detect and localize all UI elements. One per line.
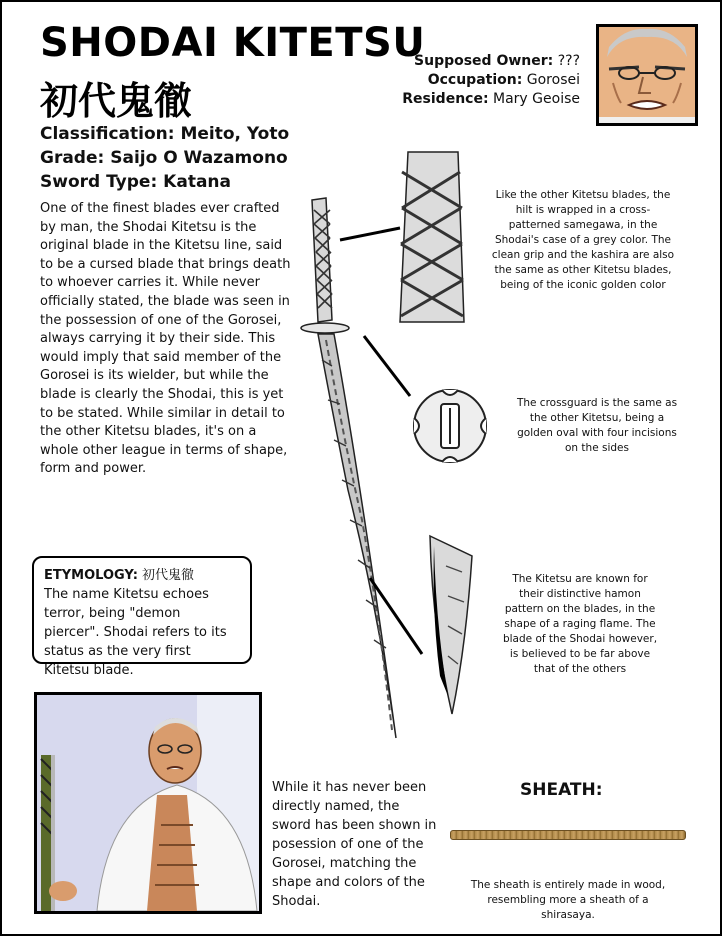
classification: Classification: Meito, Yoto xyxy=(40,124,290,144)
owner-value: ??? xyxy=(557,53,580,69)
grade: Grade: Saijo O Wazamono xyxy=(40,148,288,168)
sheath-title: SHEATH: xyxy=(520,780,603,800)
page xyxy=(2,2,720,934)
gorosei-figure-icon xyxy=(37,695,259,911)
description: One of the finest blades ever crafted by man, the Shodai Kitetsu is the original blade in the Kitetsu line, said to be a cursed blade that brings death to whoever carries it. While never officially stated, the blade was seen in the possession of one of the Gorosei, always carrying it by their side. This would imply that said member of the Gorosei is its wielder, but while the blade is clearly the Shodai, this is yet to be stated. While similar in detail to the other Kitetsu blades, it's on a whole other league in terms of shape, form and power. xyxy=(40,201,291,477)
occupation-label: Occupation: xyxy=(427,72,523,88)
guard-note: The crossguard is the same as the other Kitetsu, being a golden oval with four incisions on the sides xyxy=(516,397,678,454)
etymology-kanji: 初代鬼徹 xyxy=(142,568,195,583)
sheath-note: The sheath is entirely made in wood, resembling more a sheath of a shirasaya. xyxy=(470,879,666,921)
owner-label: Supposed Owner: xyxy=(414,53,554,69)
screenshot-caption: While it has never been directly named, the sword has been shown in posession of one of the Gorosei, matching the shape and colors of the Shodai. xyxy=(272,780,437,909)
blade-note: The Kitetsu are known for their distinctive hamon pattern on the blades, in the shape of a raging flame. The blade of the Shodai however, is believed to be far above that of the others xyxy=(502,573,658,675)
sheath-illustration xyxy=(450,830,686,840)
residence-value: Mary Geoise xyxy=(493,91,580,107)
etymology-label: ETYMOLOGY: xyxy=(44,568,138,583)
etymology-text: The name Kitetsu echoes terror, being "demon piercer". Shodai refers to its status as the very first Kitetsu blade. xyxy=(44,587,227,678)
occupation-value: Gorosei xyxy=(526,72,580,88)
gorosei-screenshot xyxy=(34,692,262,914)
residence-label: Residence: xyxy=(402,91,489,107)
sword-type: Sword Type: Katana xyxy=(40,172,231,192)
hilt-note: Like the other Kitetsu blades, the hilt is wrapped in a cross-patterned samegawa, in the Shodai's case of a grey color. The clean grip and the kashira are also the same as other Kitetsu blades, being of the iconic golden color xyxy=(491,189,675,291)
kanji-title: 初代鬼徹 xyxy=(40,78,193,123)
page-title: SHODAI KITETSU xyxy=(40,20,426,66)
